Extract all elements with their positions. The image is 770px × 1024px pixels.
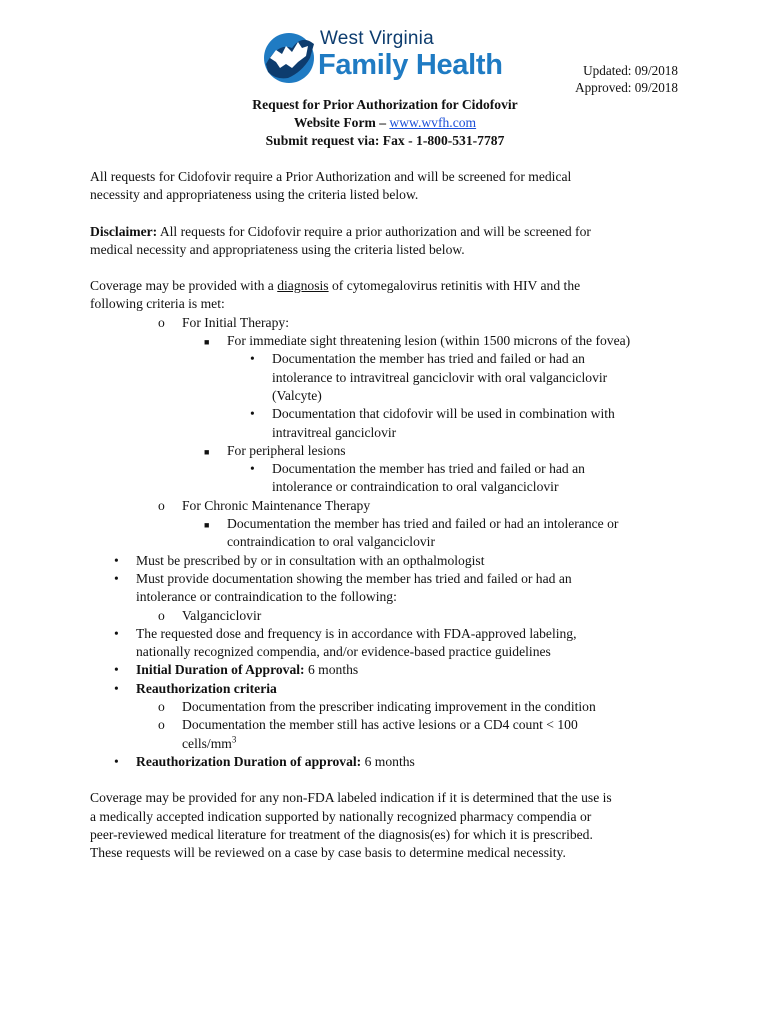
updated-date: Updated: 09/2018	[583, 63, 678, 78]
website-line	[0, 114, 770, 132]
circle-bullet-icon: o	[158, 607, 165, 623]
circle-bullet-icon: o	[158, 699, 165, 715]
list-item-label: Initial Duration of Approval:	[136, 662, 305, 678]
list-item-text: For peripheral lesions	[227, 442, 346, 458]
closing-line: peer-reviewed medical literature for treatment of the diagnosis(es) for which it is prescribed.	[90, 826, 593, 842]
disclaimer-paragraph	[90, 223, 690, 260]
dot-bullet-icon: •	[114, 662, 119, 678]
disclaimer-line: medical necessity and appropriateness using the criteria listed below.	[90, 241, 465, 257]
website-prefix: Website Form –	[293, 115, 390, 130]
list-item-text: cells/mm	[182, 735, 232, 751]
list-item-label: Reauthorization criteria	[136, 680, 277, 696]
list-item	[90, 698, 690, 716]
list-item	[90, 405, 690, 423]
list-item-text: Documentation from the prescriber indicating improvement in the condition	[182, 699, 596, 715]
list-item-text: Documentation the member has tried and failed or had an	[272, 351, 585, 367]
coverage-line	[90, 277, 690, 295]
list-item	[90, 515, 690, 533]
closing-paragraph	[90, 789, 690, 862]
superscript: 3	[231, 734, 237, 745]
list-item-text: Documentation the member has tried and failed or had an	[272, 461, 585, 477]
list-item-text: For Chronic Maintenance Therapy	[182, 497, 371, 513]
list-item-text: intolerance or contraindication to the following:	[136, 589, 397, 605]
list-item-text: (Valcyte)	[272, 387, 322, 403]
list-item	[90, 552, 690, 570]
square-bullet-icon: ■	[204, 337, 210, 348]
closing-line: Coverage may be provided for any non-FDA labeled indication if it is determined that the use is	[90, 790, 612, 806]
wvfh-logo	[262, 26, 512, 88]
dot-bullet-icon: •	[114, 625, 119, 641]
list-item-text: For Initial Therapy:	[182, 314, 289, 330]
dot-bullet-icon: •	[114, 570, 119, 586]
approved-date: Approved: 09/2018	[575, 80, 678, 95]
list-item	[90, 680, 690, 698]
list-item	[90, 607, 690, 625]
list-item	[90, 625, 690, 643]
list-item	[90, 460, 690, 478]
list-item	[90, 350, 690, 368]
list-item	[90, 735, 690, 753]
square-bullet-icon: ■	[204, 446, 210, 457]
dot-bullet-icon: •	[114, 753, 119, 769]
list-item-text: Valganciclovir	[182, 607, 262, 623]
document-body	[90, 168, 690, 880]
list-item	[90, 497, 690, 515]
list-item	[90, 716, 690, 734]
list-item-label: Reauthorization Duration of approval:	[136, 753, 362, 769]
list-item-text: nationally recognized compendia, and/or evidence-based practice guidelines	[136, 644, 551, 660]
list-item-text: Must provide documentation showing the member has tried and failed or had an	[136, 570, 572, 586]
list-item-text: Documentation the member has tried and failed or had an intolerance or	[227, 516, 619, 532]
circle-bullet-icon: o	[158, 497, 165, 513]
coverage-line: following criteria is met:	[90, 296, 225, 312]
list-item	[90, 314, 690, 332]
coverage-suffix: of cytomegalovirus retinitis with HIV and the	[328, 278, 581, 294]
circle-bullet-icon: o	[158, 717, 165, 733]
disclaimer-text: All requests for Cidofovir require a prior authorization and will be screened for	[157, 223, 591, 239]
closing-line: These requests will be reviewed on a case by case basis to determine medical necessity.	[90, 845, 566, 861]
logo-line2: Family Health	[318, 49, 503, 81]
coverage-diagnosis: diagnosis	[277, 278, 329, 294]
closing-line: a medically accepted indication supported by nationally recognized pharmacy compendia or	[90, 808, 592, 824]
dot-bullet-icon: •	[250, 351, 255, 367]
website-link[interactable]: www.wvfh.com	[389, 115, 477, 130]
list-item-value: 6 months	[361, 753, 415, 769]
disclaimer-line	[90, 223, 690, 241]
list-item-value: 6 months	[304, 662, 359, 678]
list-item-text: intravitreal ganciclovir	[272, 424, 397, 440]
list-item	[90, 332, 690, 350]
revision-dates	[575, 62, 678, 96]
intro-line: All requests for Cidofovir require a Prior Authorization and will be screened for medical	[90, 169, 572, 184]
list-item	[90, 442, 690, 460]
list-item-text: The requested dose and frequency is in accordance with FDA-approved labeling,	[136, 625, 577, 641]
dot-bullet-icon: •	[114, 680, 119, 696]
dot-bullet-icon: •	[250, 406, 255, 422]
intro-line: necessity and appropriateness using the criteria listed below.	[90, 187, 419, 203]
list-item	[90, 570, 690, 588]
west-virginia-state-icon	[262, 28, 318, 86]
logo-line1: West Virginia	[320, 28, 434, 49]
dot-bullet-icon: •	[250, 461, 255, 477]
list-item-text: intolerance or contraindication to oral valganciclovir	[272, 479, 559, 495]
submit-line: Submit request via: Fax - 1-800-531-7787	[265, 133, 505, 148]
list-item-text: contraindication to oral valganciclovir	[227, 534, 435, 550]
dot-bullet-icon: •	[114, 552, 119, 568]
list-item-text: Must be prescribed by or in consultation with an opthalmologist	[136, 552, 485, 568]
coverage-prefix: Coverage may be provided with a	[90, 278, 278, 294]
disclaimer-label: Disclaimer:	[90, 223, 158, 239]
list-item	[90, 753, 690, 771]
list-item-text: intolerance to intravitreal ganciclovir with oral valganciclovir	[272, 369, 608, 385]
form-header	[0, 96, 770, 150]
list-item-text: Documentation the member still has active lesions or a CD4 count < 100	[182, 717, 578, 733]
list-item-text: For immediate sight threatening lesion (within 1500 microns of the fovea)	[227, 333, 631, 349]
square-bullet-icon: ■	[204, 520, 210, 531]
criteria-section	[90, 277, 690, 771]
list-item-text: Documentation that cidofovir will be used in combination with	[272, 406, 615, 422]
list-item	[90, 661, 690, 679]
intro-paragraph	[90, 168, 690, 205]
circle-bullet-icon: o	[158, 314, 165, 330]
form-title: Request for Prior Authorization for Cidofovir	[252, 97, 518, 112]
